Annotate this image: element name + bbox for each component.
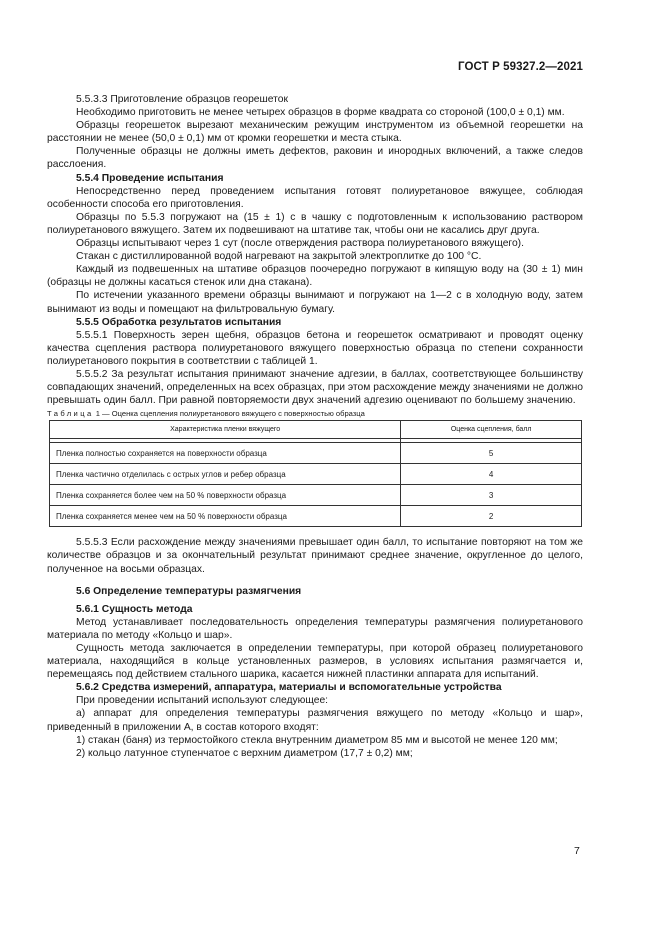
adhesion-table xyxy=(49,420,582,527)
list-item: 1) стакан (баня) из термостойкого стекла внутренним диаметром 85 мм и высотой не менее 120 мм; xyxy=(76,734,558,746)
table-cell: Пленка полностью сохраняется на поверхности образца xyxy=(50,443,401,464)
paragraph: Сущность метода заключается в определении температуры, при которой образец полиуретанового материала, находящийся в кольце установленных размеров, в условиях испытания размягчается и, перемещаясь под действием стального шарика, касается нижней пластинки аппарата для испытаний. xyxy=(47,643,583,681)
paragraph: Образцы испытывают через 1 сут (после отверждения раствора полиуретанового вяжущего). xyxy=(76,238,524,250)
paragraph: Непосредственно перед проведением испытания готовят полиуретановое вяжущее, соблюдая особенности способа его приготовления. xyxy=(47,185,583,210)
table-caption-prefix: Таблица xyxy=(47,409,94,419)
table-cell: 5 xyxy=(401,443,582,464)
paragraph: Необходимо приготовить не менее четырех образцов в форме квадрата со стороной (100,0 ± 0,1) мм. xyxy=(76,107,565,119)
page-number: 7 xyxy=(574,845,580,857)
page-content xyxy=(47,93,583,760)
paragraph: Образцы георешеток вырезают механическим режущим инструментом из объемной георешетки на расстоянии не менее (50,0 ± 0,1) мм от кромки георешетки и места стыка. xyxy=(47,120,583,145)
table-cell: 4 xyxy=(401,464,582,485)
paragraph: Каждый из подвешенных на штативе образцов поочередно погружают в кипящую воду на (30 ± 1) мин (образцы не должны касаться стенок или дна стакана). xyxy=(47,264,583,289)
paragraph: При проведении испытаний используют следующее: xyxy=(76,695,329,707)
table-caption xyxy=(47,407,583,420)
paragraph: Метод устанавливает последовательность определения температуры размягчения полиуретанового материала по методу «Кольцо и шар». xyxy=(47,616,583,641)
table-row xyxy=(50,464,582,485)
table-cell: 2 xyxy=(401,506,582,527)
paragraph: Полученные образцы не должны иметь дефектов, раковин и инородных включений, а также следов расслоения. xyxy=(47,146,583,171)
section-heading: 5.5.5 Обработка результатов испытания xyxy=(76,316,282,328)
paragraph: 5.5.5.3 Если расхождение между значениями превышает один балл, то испытание повторяют на том же количестве образцов и за окончательный результат принимают среднее значение, округленное до целого, полученное на восьми образцах. xyxy=(47,537,583,575)
table-row xyxy=(50,485,582,506)
list-item: 2) кольцо латунное ступенчатое с верхним диаметром (17,7 ± 0,2) мм; xyxy=(76,747,413,759)
paragraph: 5.5.5.2 За результат испытания принимают значение адгезии, в баллах, соответствующее большинству совпадающих значений, определенных на всех образцах, при этом расхождение между значениями не должно превышать один балл. При равной повторяемости двух значений адгезию оценивают по большему значению. xyxy=(47,368,583,407)
section-heading: 5.6 Определение температуры размягчения xyxy=(76,585,302,597)
document-header: ГОСТ Р 59327.2—2021 xyxy=(458,61,583,73)
subsection-heading: 5.6.2 Средства измерений, аппаратура, материалы и вспомогательные устройства xyxy=(76,682,502,694)
paragraph: Образцы по 5.5.3 погружают на (15 ± 1) с в чашку с подготовленным к использованию раствором полиуретанового вяжущего. Затем их подвешивают на штативе так, чтобы они не касались друг друга. xyxy=(47,211,583,236)
table-header-characteristic: Характеристика пленки вяжущего xyxy=(50,421,401,439)
table-cell: Пленка сохраняется более чем на 50 % поверхности образца xyxy=(50,485,401,506)
table-cell: Пленка частично отделилась с острых углов и ребер образца xyxy=(50,464,401,485)
table-header-score: Оценка сцепления, балл xyxy=(401,421,582,439)
list-item: а) аппарат для определения температуры размягчения вяжущего по методу «Кольцо и шар», приведенный в приложении А, в состав которого входят: xyxy=(47,708,583,733)
sublist xyxy=(47,734,583,760)
subsection-heading: 5.6.1 Сущность метода xyxy=(76,603,193,615)
table-caption-text: 1 — Оценка сцепления полиуретанового вяжущего с поверхностью образца xyxy=(93,409,365,419)
table-row xyxy=(50,443,582,464)
paragraph: Стакан с дистиллированной водой нагревают на закрытой электроплитке до 100 °С. xyxy=(76,251,482,263)
table-cell: Пленка сохраняется менее чем на 50 % поверхности образца xyxy=(50,506,401,527)
table-header-row xyxy=(50,421,582,439)
table-cell: 3 xyxy=(401,485,582,506)
clause-heading: 5.5.3.3 Приготовление образцов георешеток xyxy=(76,94,289,105)
table-row xyxy=(50,506,582,527)
paragraph: 5.5.5.1 Поверхность зерен щебня, образцов бетона и георешеток осматривают и проводят оценку качества сцепления раствора полиуретанового вяжущего поверхностью образца по степени сохранности полиуретанового покрытия в соответствии с таблицей 1. xyxy=(47,329,583,367)
paragraph: По истечении указанного времени образцы вынимают и погружают на 1—2 с в холодную воду, затем вынимают из воды и помещают на фильтровальную бумагу. xyxy=(47,290,583,315)
section-heading: 5.5.4 Проведение испытания xyxy=(76,172,224,184)
